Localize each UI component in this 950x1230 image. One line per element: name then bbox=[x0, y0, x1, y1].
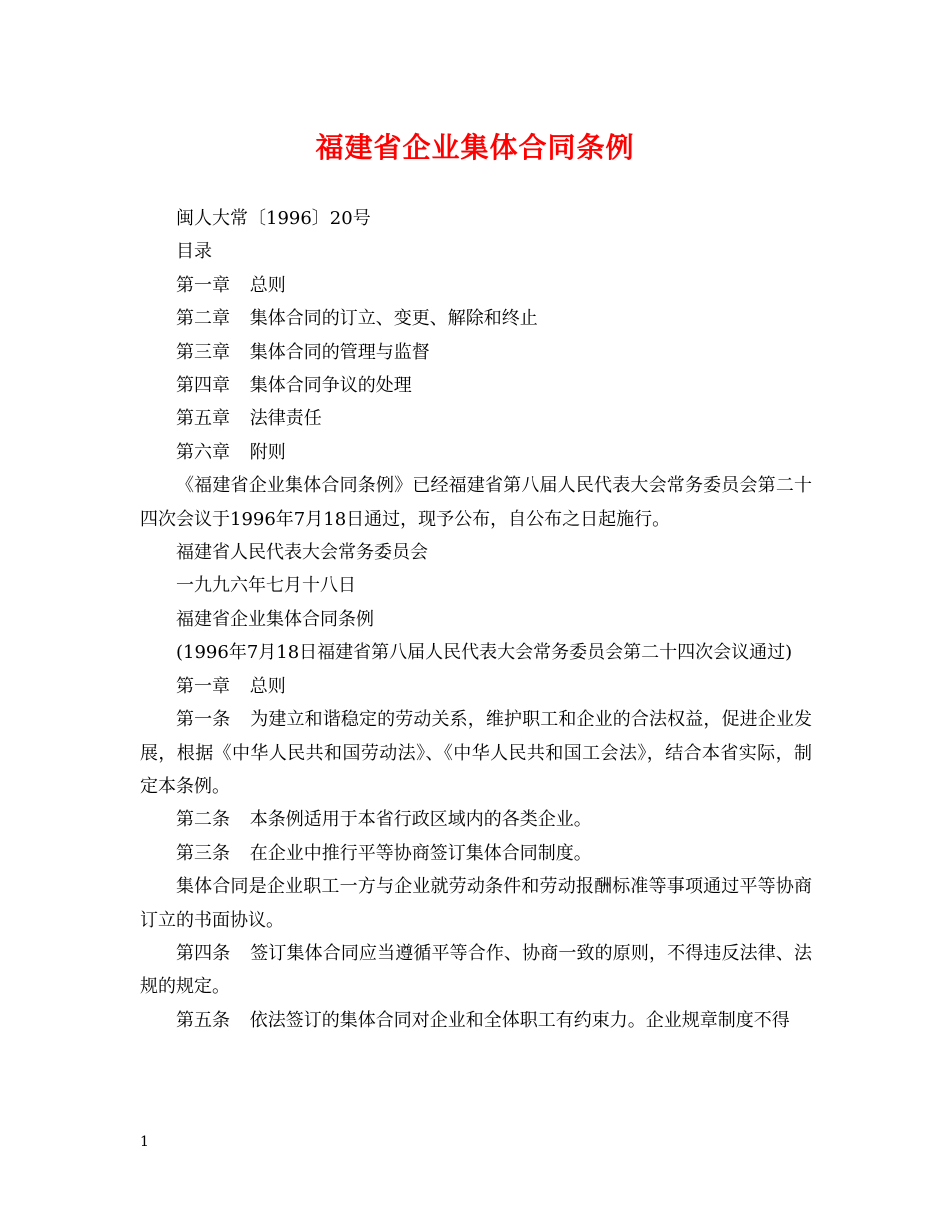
adoption-note: (1996年7月18日福建省第八届人民代表大会常务委员会第二十四次会议通过) bbox=[176, 642, 793, 664]
article-paragraph: 第二条 本条例适用于本省行政区域内的各类企业。 bbox=[176, 809, 592, 831]
toc-item: 第二章 集体合同的订立、变更、解除和终止 bbox=[176, 308, 538, 330]
issue-date: 一九九六年七月十八日 bbox=[176, 575, 356, 597]
article-paragraph: 第三条 在企业中推行平等协商签订集体合同制度。 bbox=[176, 842, 592, 864]
article-paragraph: 第五条 依法签订的集体合同对企业和全体职工有约束力。企业规章制度不得 bbox=[176, 1009, 790, 1031]
article-paragraph: 第四条 签订集体合同应当遵循平等合作、协商一致的原则，不得违反法律、法规的规定。 bbox=[140, 942, 813, 998]
chapter-heading: 第一章 总则 bbox=[176, 675, 286, 697]
issuer: 福建省人民代表大会常务委员会 bbox=[176, 542, 428, 564]
toc-item: 第三章 集体合同的管理与监督 bbox=[176, 341, 430, 363]
document-body bbox=[140, 202, 812, 1037]
doc-number: 闽人大常〔1996〕20号 bbox=[176, 208, 371, 229]
law-title: 福建省企业集体合同条例 bbox=[176, 608, 374, 630]
toc-label: 目录 bbox=[176, 241, 212, 263]
document-title: 福建省企业集体合同条例 bbox=[315, 131, 635, 164]
toc-item: 第五章 法律责任 bbox=[176, 408, 322, 430]
toc-item: 第四章 集体合同争议的处理 bbox=[176, 375, 412, 397]
article-paragraph: 集体合同是企业职工一方与企业就劳动条件和劳动报酬标准等事项通过平等协商订立的书面协议。 bbox=[140, 876, 812, 931]
article-paragraph: 第一条 为建立和谐稳定的劳动关系，维护职工和企业的合法权益，促进企业发展，根据《中华人民共和国劳动法》、《中华人民共和国工会法》，结合本省实际，制定本条例。 bbox=[140, 709, 813, 797]
toc-item: 第六章 附则 bbox=[176, 441, 286, 463]
page-number: 1 bbox=[140, 1134, 149, 1150]
toc-item: 第一章 总则 bbox=[176, 274, 286, 296]
announcement-paragraph: 《福建省企业集体合同条例》已经福建省第八届人民代表大会常务委员会第二十四次会议于1996年7月18日通过，现予公布，自公布之日起施行。 bbox=[140, 475, 812, 530]
